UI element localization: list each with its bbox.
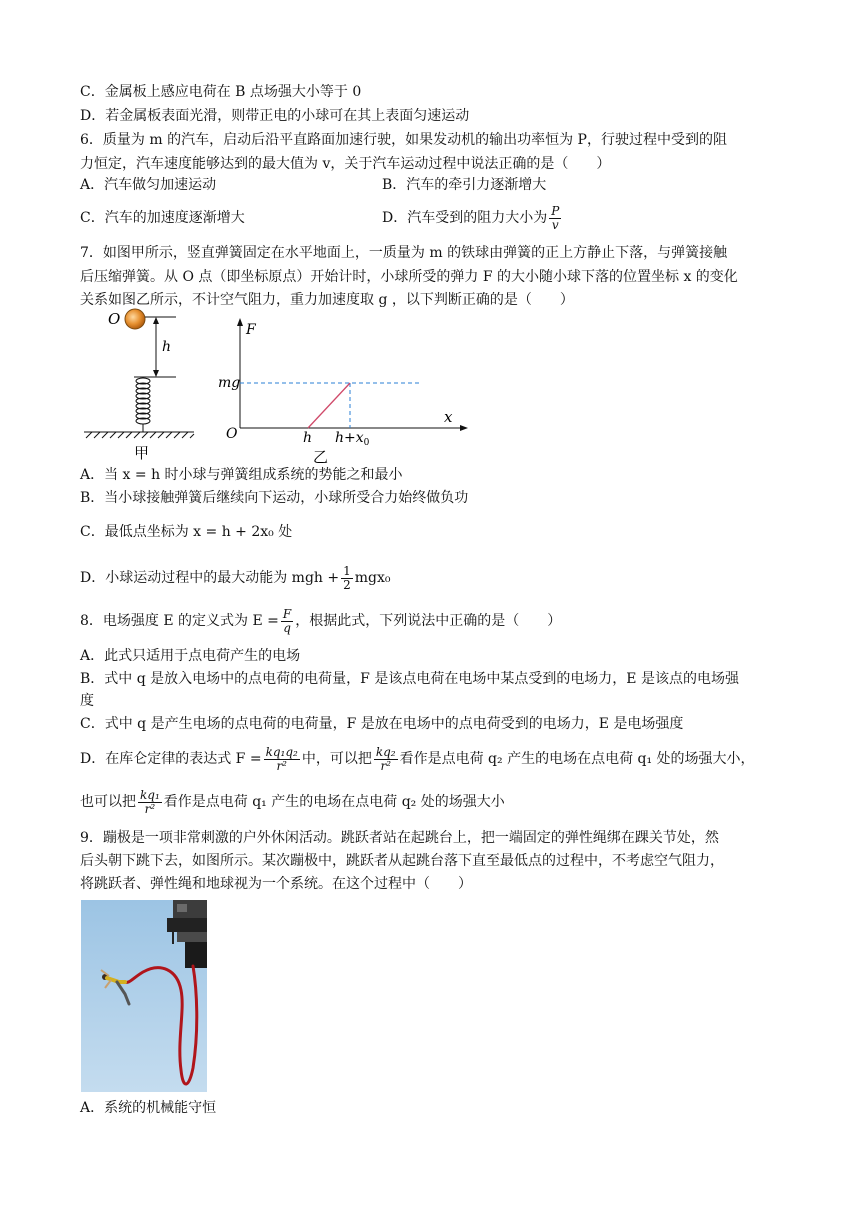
q8-stem-prefix: 8．电场强度 E 的定义式为 E = (80, 613, 279, 629)
q8-option-d-part2: 中，可以把 (301, 751, 372, 767)
fraction-numerator: kq₁ (140, 787, 160, 802)
fig-yi-origin-label: O (226, 426, 238, 442)
q6-option-d (382, 200, 563, 236)
ground-hatch (84, 432, 194, 438)
q7-option-d-suffix: mgx₀ (354, 570, 391, 586)
fig-yi-caption: 乙 (313, 448, 329, 464)
h-x0-subscript: 0 (363, 438, 370, 448)
force-graph-line (308, 383, 350, 428)
q9-stem-line2: 后头朝下跳下去，如图所示。某次蹦极中，跳跃者从起跳台落下直至最低点的过程中，不考虑空气阻力， (80, 853, 724, 869)
q7-option-a: A．当 x = h 时小球与弹簧组成系统的势能之和最小 (80, 467, 403, 483)
q6-stem-line1: 6．质量为 m 的汽车，启动后沿平直路面加速行驶，如果发动机的输出功率恒为 P，行驶过程中受到的阻 (80, 132, 727, 148)
h-x0-main: h+x (335, 430, 364, 446)
q8-option-a: A．此式只适用于点电荷产生的电场 (80, 648, 301, 664)
q8-option-d-line2 (80, 783, 505, 821)
q5-option-c: C．金属板上感应电荷在 B 点场强大小等于 0 (80, 84, 362, 100)
fig-jia-caption: 甲 (134, 444, 150, 462)
fraction-denominator: v (551, 217, 559, 232)
fraction-denominator: 2 (343, 577, 351, 592)
q8-option-d-part3: 看作是点电荷 q₂ 产生的电场在点电荷 q₁ 处的场强大小， (399, 751, 755, 767)
fraction-numerator: kq₁q₂ (265, 744, 298, 759)
fig-yi-h-x0-tick (335, 430, 370, 448)
q5-option-d: D．若金属板表面光滑，则带正电的小球可在其上表面匀速运动 (80, 108, 470, 124)
fraction-numerator: P (551, 203, 560, 218)
fig-yi-F-axis-label: F (246, 322, 256, 338)
fraction-denominator: r² (380, 758, 391, 773)
q9-stem-line3: 将跳跃者、弹性绳和地球视为一个系统。在这个过程中（ ） (80, 876, 472, 892)
q6-option-a: A．汽车做匀加速运动 (80, 177, 217, 193)
q9-option-a: A．系统的机械能守恒 (80, 1100, 217, 1116)
fig-yi-mg-label: mg (218, 375, 241, 391)
q8-stem-fraction (281, 608, 293, 635)
fraction-numerator: F (282, 606, 292, 621)
iron-ball-icon (125, 309, 145, 329)
q6-option-b: B．汽车的牵引力逐渐增大 (382, 177, 547, 193)
q7-option-d-prefix: D．小球运动过程中的最大动能为 mgh + (80, 570, 340, 586)
bungee-photo (81, 900, 207, 1092)
q7-option-d-fraction (341, 565, 353, 592)
q7-option-c: C．最低点坐标为 x = h + 2x₀ 处 (80, 524, 293, 540)
q6-option-d-prefix: D．汽车受到的阻力大小为 (382, 210, 548, 226)
q8-option-c: C．式中 q 是产生电场的点电荷的电荷量，F 是放在电场中的点电荷受到的电场力，E 是电场强度 (80, 716, 684, 732)
fig-jia-h-label: h (162, 339, 172, 355)
q7-option-b: B．当小球接触弹簧后继续向下运动，小球所受合力始终做负功 (80, 490, 469, 506)
q8-option-d-line1 (80, 740, 755, 778)
q6-stem-line2: 力恒定，汽车速度能够达到的最大值为 v，关于汽车运动过程中说法正确的是（ ） (80, 156, 611, 172)
q7-stem-line2: 后压缩弹簧。从 O 点（即坐标原点）开始计时，小球所受的弹力 F 的大小随小球下落的位置坐标 x 的变化 (80, 269, 738, 285)
q8-option-d-part5: 看作是点电荷 q₁ 产生的电场在点电荷 q₂ 处的场强大小 (163, 794, 505, 810)
coulomb-fraction (264, 746, 300, 773)
q7-figure (80, 306, 480, 464)
spring-icon (136, 378, 150, 432)
fraction-denominator: r² (144, 801, 156, 816)
fig-yi-x-axis-label: x (444, 408, 453, 426)
fraction-numerator: kq₂ (375, 744, 396, 759)
q8-option-d-part4: 也可以把 (80, 794, 136, 810)
q6-option-d-fraction (549, 205, 561, 232)
q8-option-b-line2: 度 (80, 693, 94, 709)
fraction-numerator: 1 (343, 563, 351, 578)
q9-stem-line1: 9．蹦极是一项非常刺激的户外休闲活动。跳跃者站在起跳台上，把一端固定的弹性绳绑在踝关节处，然 (80, 830, 719, 846)
fraction-denominator: r² (276, 758, 287, 773)
fig-jia-origin-label: O (108, 310, 121, 328)
q6-option-c: C．汽车的加速度逐渐增大 (80, 210, 245, 226)
fraction-denominator: q (283, 620, 291, 635)
q7-stem-line1: 7．如图甲所示，竖直弹簧固定在水平地面上，一质量为 m 的铁球由弹簧的正上方静止下落，与弹簧接触 (80, 245, 728, 261)
q8-stem-suffix: ，根据此式，下列说法中正确的是（ ） (295, 613, 562, 629)
fig-yi-h-tick: h (303, 430, 313, 446)
field-fraction-q2 (374, 746, 398, 773)
q7-stem-line3: 关系如图乙所示，不计空气阻力，重力加速度取 g ，以下判断正确的是（ ） (80, 292, 574, 308)
q8-option-b-line1: B．式中 q 是放入电场中的点电荷的电荷量，F 是该点电荷在电场中某点受到的电场力，E 是该点的电场强 (80, 671, 739, 687)
q8-option-d-part1: D．在库仑定律的表达式 F = (80, 751, 262, 767)
field-fraction-q1 (138, 789, 162, 816)
q8-stem (80, 603, 561, 639)
q7-option-d (80, 560, 391, 596)
